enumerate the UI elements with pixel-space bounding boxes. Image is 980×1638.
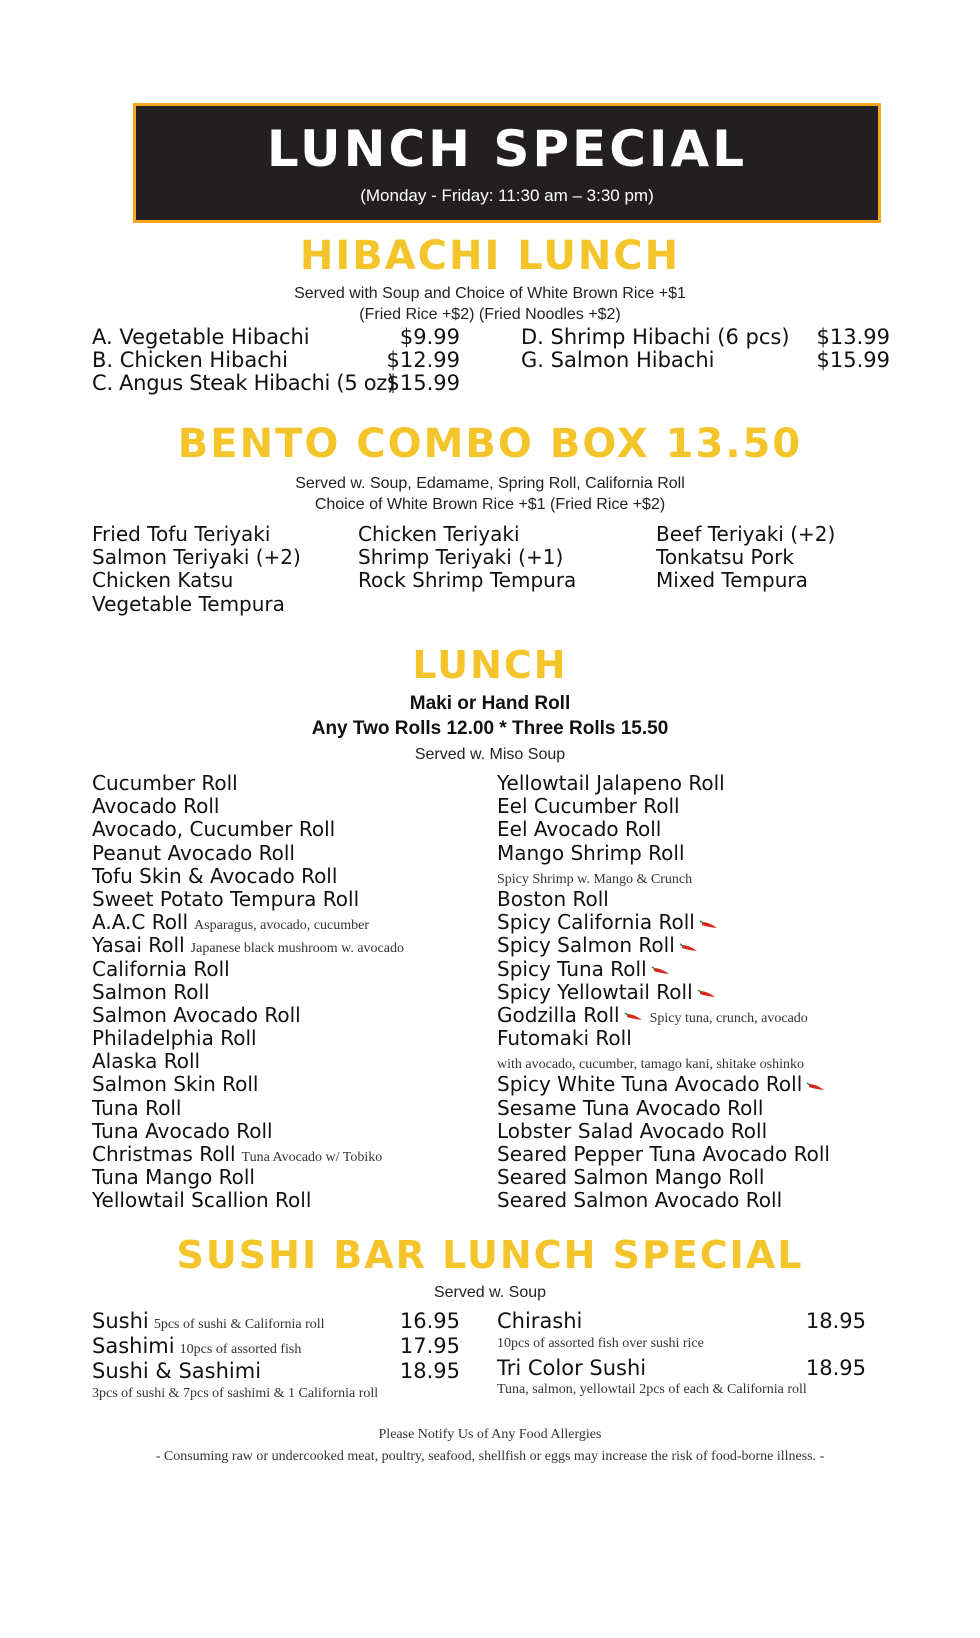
bento-note-1: Served w. Soup, Edamame, Spring Roll, California Roll [295, 475, 685, 492]
roll-item [497, 1003, 830, 1026]
roll-item [92, 887, 404, 910]
sushi-item-price: 18.95 [805, 1309, 866, 1333]
hibachi-item-name: A. Vegetable Hibachi [92, 325, 310, 349]
roll-description: Asparagus, avocado, cucumber [194, 918, 369, 934]
roll-name: Alaska Roll [92, 1049, 201, 1074]
bento-note-2: Choice of White Brown Rice +$1 (Fried Rice +$2) [314, 496, 666, 513]
roll-description: with avocado, cucumber, tamago kani, shitake oshinko [497, 1057, 804, 1073]
hibachi-item-name: C. Angus Steak Hibachi (5 oz) [92, 371, 395, 395]
roll-name: Seared Salmon Mango Roll [497, 1165, 765, 1190]
roll-item [497, 817, 830, 840]
bento-item: Chicken Teriyaki [358, 522, 520, 546]
roll-name: Mango Shrimp Roll [497, 840, 685, 865]
chili-pepper-icon [697, 988, 717, 998]
roll-item [497, 1188, 830, 1211]
roll-name: Peanut Avocado Roll [92, 840, 295, 865]
roll-name: Salmon Avocado Roll [92, 1002, 301, 1027]
roll-item [92, 1003, 404, 1026]
roll-name: Avocado Roll [92, 794, 220, 819]
bento-column-2 [358, 522, 576, 592]
roll-name: California Roll [92, 956, 230, 981]
hibachi-item-name: D. Shrimp Hibachi (6 pcs) [521, 325, 790, 349]
roll-name: Sesame Tuna Avocado Roll [497, 1095, 764, 1120]
hibachi-item-price: $15.99 [386, 371, 460, 395]
roll-item [497, 887, 830, 910]
roll-name: Salmon Roll [92, 979, 210, 1004]
roll-item [92, 1142, 404, 1165]
lunch-pricing: Any Two Rolls 12.00 * Three Rolls 15.50 [311, 718, 669, 739]
roll-name: Futomaki Roll [497, 1026, 632, 1051]
roll-description: Spicy Shrimp w. Mango & Crunch [497, 871, 693, 887]
roll-item [92, 1188, 404, 1211]
sushi-item-price: 17.95 [399, 1334, 460, 1358]
roll-list-right [497, 771, 830, 1212]
bento-item: Salmon Teriyaki (+2) [92, 545, 301, 570]
roll-name: Christmas Roll [92, 1142, 236, 1166]
hibachi-heading: HIBACHI LUNCH [299, 233, 681, 279]
roll-name: Tuna Roll [92, 1095, 182, 1120]
roll-description: Japanese black mushroom w. avocado [190, 941, 404, 957]
roll-item [497, 1026, 830, 1049]
sushi-item-price: 18.95 [399, 1359, 460, 1383]
roll-item [92, 910, 404, 933]
roll-item [92, 1165, 404, 1188]
sushi-item-name: Sushi [92, 1309, 149, 1333]
hibachi-item-price: $12.99 [386, 348, 460, 372]
roll-item [92, 864, 404, 887]
roll-item [497, 1165, 830, 1188]
lunch-subtitle: Maki or Hand Roll [409, 693, 571, 714]
roll-item [497, 841, 830, 864]
roll-item [92, 817, 404, 840]
roll-item [92, 1096, 404, 1119]
sushi-item-name: Tri Color Sushi [497, 1356, 647, 1380]
sushi-item-name: Chirashi [497, 1309, 583, 1333]
allergy-notice: Please Notify Us of Any Food Allergies [378, 1427, 602, 1442]
roll-name: Yasai Roll [92, 933, 185, 958]
sushi-item-name: Sushi & Sashimi [92, 1359, 262, 1383]
roll-item [92, 1026, 404, 1049]
roll-item [497, 910, 830, 933]
roll-name: Spicy Yellowtail Roll [497, 979, 693, 1004]
sushi-item-desc: 10pcs of assorted fish [179, 1342, 302, 1357]
roll-name: Spicy White Tuna Avocado Roll [497, 1072, 803, 1097]
roll-name: Yellowtail Scallion Roll [92, 1188, 312, 1213]
roll-name: Tuna Avocado Roll [92, 1118, 273, 1143]
roll-name: Sweet Potato Tempura Roll [92, 886, 360, 911]
roll-name: Yellowtail Jalapeno Roll [497, 771, 725, 795]
bento-item: Chicken Katsu [92, 568, 234, 593]
bento-item: Shrimp Teriyaki (+1) [358, 545, 564, 570]
roll-name: Seared Pepper Tuna Avocado Roll [497, 1142, 830, 1166]
sushi-item-desc: Tuna, salmon, yellowtail 2pcs of each & California roll [497, 1382, 807, 1397]
roll-name: Philadelphia Roll [92, 1026, 257, 1051]
roll-item [497, 1142, 830, 1165]
roll-item [497, 1096, 830, 1119]
roll-item [497, 933, 830, 956]
sushi-item [92, 1309, 325, 1333]
sushi-item [92, 1334, 301, 1358]
hibachi-item-name: G. Salmon Hibachi [521, 348, 715, 372]
roll-name: Tuna Mango Roll [92, 1165, 255, 1190]
sushi-item-price: 18.95 [805, 1356, 866, 1380]
roll-item [92, 1072, 404, 1095]
sushi-item-desc: 10pcs of assorted fish over sushi rice [497, 1336, 704, 1351]
roll-name: Seared Salmon Avocado Roll [497, 1188, 783, 1213]
banner-hours: (Monday - Friday: 11:30 am – 3:30 pm) [360, 186, 654, 205]
sushi-sashimi-desc: 3pcs of sushi & 7pcs of sashimi & 1 California roll [92, 1386, 379, 1401]
food-safety-warning: - Consuming raw or undercooked meat, poultry, seafood, shellfish or eggs may increase the risk of food-borne illness. - [155, 1449, 825, 1464]
roll-description: Tuna Avocado w/ Tobiko [241, 1150, 383, 1165]
roll-item [497, 1072, 830, 1095]
roll-name: Lobster Salad Avocado Roll [497, 1118, 768, 1143]
roll-item [92, 771, 404, 794]
bento-item: Rock Shrimp Tempura [358, 568, 577, 593]
sushi-bar-heading: SUSHI BAR LUNCH SPECIAL [176, 1233, 804, 1277]
roll-item [92, 841, 404, 864]
roll-name: Avocado, Cucumber Roll [92, 817, 336, 842]
bento-column-1 [92, 522, 301, 615]
roll-name: Eel Cucumber Roll [497, 794, 680, 819]
lunch-heading: LUNCH [412, 643, 568, 687]
roll-item [92, 1049, 404, 1072]
roll-item [92, 794, 404, 817]
roll-item [92, 957, 404, 980]
roll-name: Tofu Skin & Avocado Roll [92, 863, 338, 888]
roll-name: Eel Avocado Roll [497, 817, 662, 842]
lunch-note: Served w. Miso Soup [414, 746, 566, 763]
roll-item [497, 771, 830, 794]
roll-description: Spicy tuna, crunch, avocado [649, 1010, 808, 1026]
bento-item: Mixed Tempura [656, 568, 808, 593]
roll-name: Godzilla Roll [497, 1002, 620, 1027]
sushi-item-desc: 5pcs of sushi & California roll [153, 1317, 325, 1332]
bento-heading: BENTO COMBO BOX 13.50 [177, 421, 803, 467]
roll-name: Boston Roll [497, 886, 609, 911]
chili-pepper-icon [651, 965, 671, 975]
sushi-item-name: Sashimi [92, 1334, 175, 1358]
hibachi-item-price: $15.99 [816, 348, 890, 372]
roll-name: Salmon Skin Roll [92, 1072, 259, 1097]
roll-list-left [92, 771, 404, 1212]
chili-pepper-icon [699, 919, 719, 929]
sushi-item [92, 1359, 261, 1383]
hibachi-note-1: Served with Soup and Choice of White Brown Rice +$1 [294, 285, 686, 302]
roll-name: Spicy Tuna Roll [497, 956, 647, 981]
roll-item [497, 794, 830, 817]
roll-item [497, 1119, 830, 1142]
hibachi-note-2: (Fried Rice +$2) (Fried Noodles +$2) [359, 306, 621, 323]
bento-item: Beef Teriyaki (+2) [656, 522, 836, 546]
sushi-bar-note: Served w. Soup [433, 1284, 547, 1301]
roll-item [497, 980, 830, 1003]
banner-title: LUNCH SPECIAL [266, 120, 748, 178]
roll-item [92, 933, 404, 956]
chili-pepper-icon [624, 1011, 644, 1021]
roll-name: Spicy Salmon Roll [497, 933, 675, 958]
roll-name: Cucumber Roll [92, 771, 238, 795]
bento-column-3 [656, 522, 835, 592]
roll-item [497, 864, 830, 887]
bento-item: Vegetable Tempura [92, 591, 285, 616]
roll-name: A.A.C Roll [92, 910, 189, 935]
hibachi-item-price: $9.99 [399, 325, 460, 349]
chili-pepper-icon [806, 1081, 826, 1091]
bento-item: Tonkatsu Pork [656, 545, 794, 570]
roll-item [497, 1049, 830, 1072]
roll-item [92, 980, 404, 1003]
lunch-special-banner [133, 103, 881, 223]
hibachi-item-price: $13.99 [816, 325, 890, 349]
roll-item [497, 957, 830, 980]
chili-pepper-icon [679, 942, 699, 952]
bento-item: Fried Tofu Teriyaki [92, 522, 271, 546]
sushi-item-price: 16.95 [399, 1309, 460, 1333]
roll-name: Spicy California Roll [497, 910, 695, 935]
hibachi-item-name: B. Chicken Hibachi [92, 348, 288, 372]
roll-item [92, 1119, 404, 1142]
